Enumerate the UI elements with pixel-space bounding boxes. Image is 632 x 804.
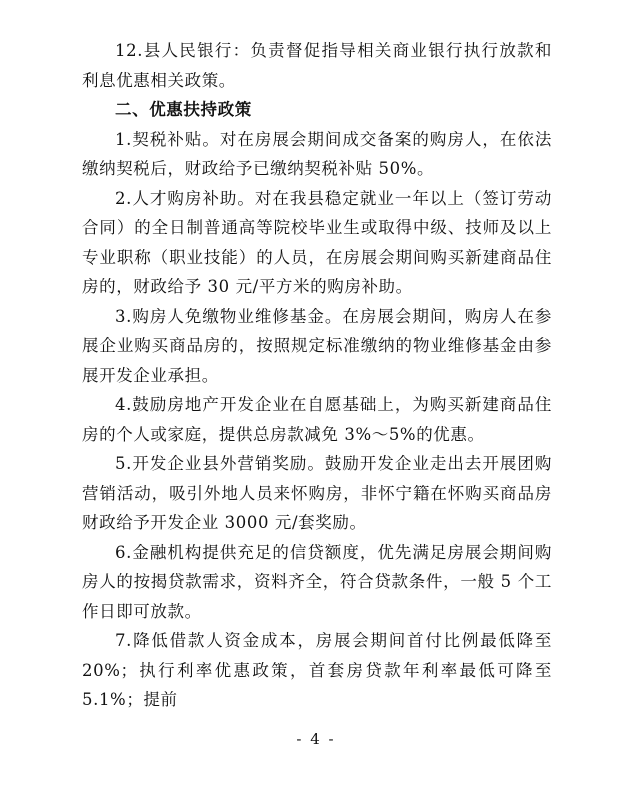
- paragraph-item-6: 6.金融机构提供充足的信贷额度，优先满足房展会期间购房人的按揭贷款需求，资料齐全，符合贷款条件，一般 5 个工作日即可放款。: [82, 542, 552, 621]
- document-body: [82, 36, 552, 715]
- paragraph-item-4: 4.鼓励房地产开发企业在自愿基础上，为购买新建商品住房的个人或家庭，提供总房款减免 3%～5%的优惠。: [82, 395, 552, 444]
- paragraph-item-5: 5.开发企业县外营销奖励。鼓励开发企业走出去开展团购营销活动，吸引外地人员来怀购房，非怀宁籍在怀购买商品房财政给予开发企业 3000 元/套奖励。: [82, 454, 552, 532]
- paragraph-item-7: 7.降低借款人资金成本，房展会期间首付比例最低降至 20%；执行利率优惠政策，首套房贷款年利率最低可降至 5.1%；提前: [82, 631, 552, 709]
- paragraph-item-12: 12.县人民银行：负责督促指导相关商业银行执行放款和利息优惠相关政策。: [82, 41, 552, 90]
- page-number: - 4 -: [296, 730, 336, 748]
- paragraph-item-1: 1.契税补贴。对在房展会期间成交备案的购房人，在依法缴纳契税后，财政给予已缴纳契税补贴 50%。: [82, 129, 552, 178]
- paragraph-item-3: 3.购房人免缴物业维修基金。在房展会期间，购房人在参展企业购买商品房的，按照规定标准缴纳的物业维修基金由参展开发企业承担。: [82, 306, 552, 385]
- section-heading-2: 二、优惠扶持政策: [115, 100, 252, 119]
- paragraph-item-2: 2.人才购房补助。对在我县稳定就业一年以上（签订劳动合同）的全日制普通高等院校毕业生或取得中级、技师及以上专业职称（职业技能）的人员，在房展会期间购买新建商品住房的，财政给予 30 元/平方米的购房补助。: [82, 188, 552, 296]
